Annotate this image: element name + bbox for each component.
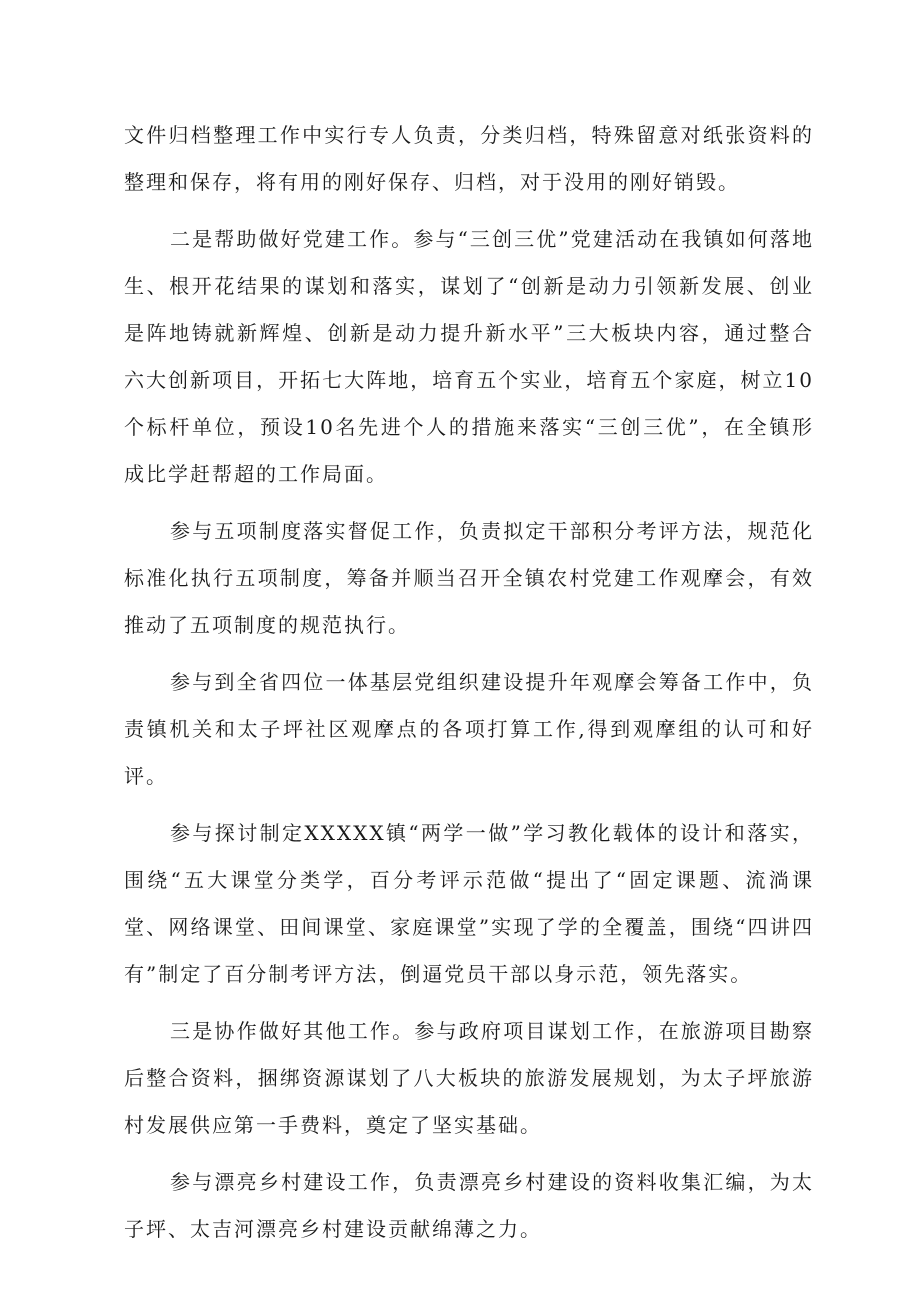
paragraph-6: 三是协作做好其他工作。参与政府项目谋划工作，在旅游项目勘察后整合资料，捆绑资源谋划了八大板块的旅游发展规划，为太子坪旅游村发展供应第一手费料，奠定了坚实基础。 — [124, 1019, 814, 1137]
paragraph-4: 参与到全省四位一体基层党组织建设提升年观摩会筹备工作中，负责镇机关和太子坪社区观摩点的各项打算工作,得到观摩组的认可和好评。 — [124, 670, 814, 788]
document-body — [124, 112, 814, 1263]
paragraph-3: 参与五项制度落实督促工作，负责拟定干部积分考评方法，规范化标准化执行五项制度，筹备并顺当召开全镇农村党建工作观摩会，有效推动了五项制度的规范执行。 — [124, 519, 814, 637]
paragraph-2: 二是帮助做好党建工作。参与“三创三优”党建活动在我镇如何落地生、根开花结果的谋划和落实，谋划了“创新是动力引领新发展、创业是阵地铸就新辉煌、创新是动力提升新水平”三大板块内容，通过整合六大创新项目，开拓七大阵地，培育五个实业，培育五个家庭，树立10个标杆单位，预设10名先进个人的措施来落实“三创三优”，在全镇形成比学赶帮超的工作局面。 — [124, 227, 814, 486]
paragraph-1: 文件归档整理工作中实行专人负责，分类归档，特殊留意对纸张资料的整理和保存，将有用的刚好保存、归档，对于没用的刚好销毁。 — [124, 123, 814, 194]
paragraph-5: 参与探讨制定XXXXX镇“两学一做”学习教化载体的设计和落实，围绕“五大课堂分类学，百分考评示范做“提出了“固定课题、流淌课堂、网络课堂、田间课堂、家庭课堂”实现了学的全覆盖，围绕“四讲四有”制定了百分制考评方法，倒逼党员干部以身示范，领先落实。 — [124, 821, 814, 986]
paragraph-7: 参与漂亮乡村建设工作，负责漂亮乡村建设的资料收集汇编，为太子坪、太吉河漂亮乡村建设贡献绵薄之力。 — [124, 1170, 814, 1241]
